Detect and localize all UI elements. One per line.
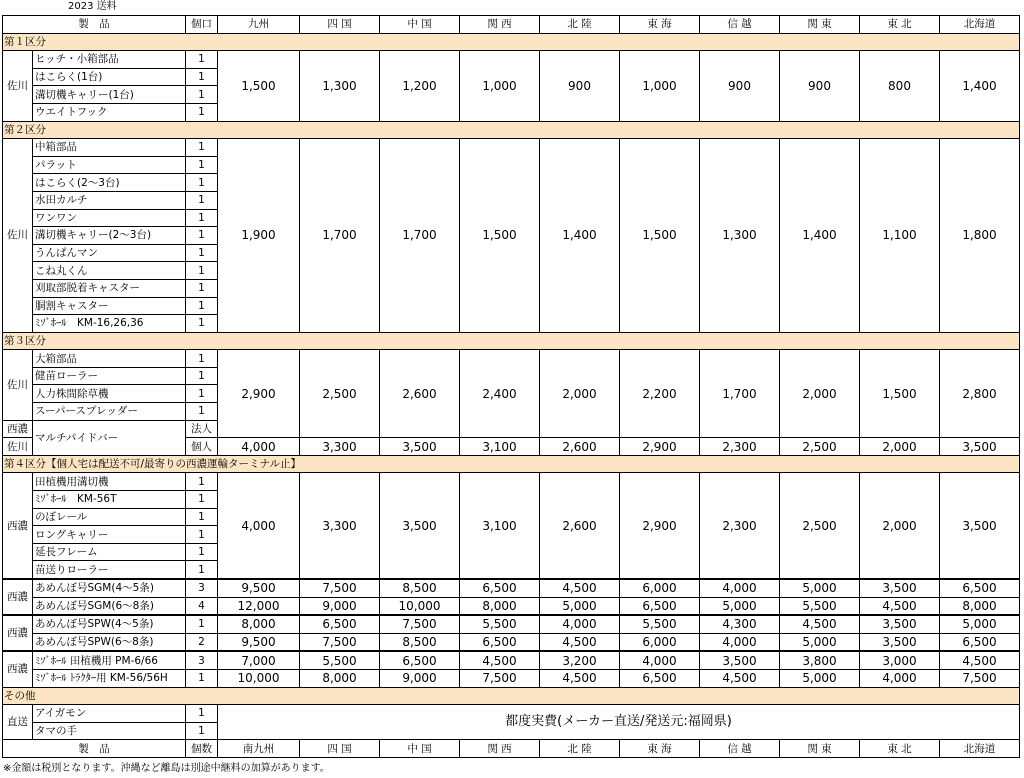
- price-cell: 2,900: [620, 438, 700, 456]
- price-cell: 7,500: [460, 669, 540, 687]
- price-cell: 8,500: [380, 633, 460, 651]
- product-name: ウエイトフック: [33, 103, 186, 121]
- price-cell: 2,600: [540, 473, 620, 579]
- price-cell: 4,300: [700, 615, 780, 633]
- price-cell: 10,000: [218, 669, 300, 687]
- region-header: 中 国: [380, 740, 460, 758]
- price-cell: 3,100: [460, 473, 540, 579]
- price-cell: 3,500: [940, 473, 1020, 579]
- sheet-title: 2023 送料: [68, 1, 117, 12]
- section-label: 第４区分【個人宅は配送不可/最寄りの西濃運輸ターミナル止】: [3, 455, 1020, 473]
- price-cell: 9,500: [218, 633, 300, 651]
- price-cell: 6,500: [380, 651, 460, 669]
- qty-header: 個数: [186, 740, 218, 758]
- region-header: 北 陸: [540, 740, 620, 758]
- region-header: 四 国: [300, 740, 380, 758]
- product-name: 溝切機キャリー(1台): [33, 86, 186, 104]
- region-header: 北海道: [940, 16, 1020, 34]
- price-cell: 7,500: [380, 615, 460, 633]
- price-cell: 2,600: [540, 438, 620, 456]
- price-cell: 6,500: [620, 669, 700, 687]
- price-cell: 4,000: [620, 651, 700, 669]
- price-cell: 3,500: [860, 633, 940, 651]
- price-cell: 5,000: [940, 615, 1020, 633]
- header-row: [3, 740, 1020, 758]
- qty-cell: 1: [186, 543, 218, 561]
- region-header: 四 国: [300, 16, 380, 34]
- price-cell: 3,300: [300, 473, 380, 579]
- header-row: [3, 16, 1020, 34]
- qty-cell: 1: [186, 473, 218, 491]
- price-cell: 5,000: [540, 597, 620, 615]
- section-label: その他: [3, 687, 1020, 705]
- qty-cell: 1: [186, 526, 218, 544]
- product-name: パラット: [33, 156, 186, 174]
- price-cell: 4,500: [700, 669, 780, 687]
- section-label: 第１区分: [3, 33, 1020, 51]
- price-cell: 10,000: [380, 597, 460, 615]
- price-cell: 900: [540, 51, 620, 121]
- region-header: 東 北: [860, 740, 940, 758]
- section-row: [3, 455, 1020, 473]
- price-cell: 2,600: [380, 350, 460, 438]
- price-cell: 4,500: [540, 579, 620, 597]
- price-cell: 2,200: [620, 350, 700, 438]
- price-cell: 4,000: [540, 615, 620, 633]
- price-cell: 6,500: [460, 579, 540, 597]
- price-cell: 3,500: [700, 651, 780, 669]
- product-name: 田植機用溝切機: [33, 473, 186, 491]
- qty-cell: 1: [186, 139, 218, 157]
- price-cell: 6,500: [940, 633, 1020, 651]
- price-cell: 800: [860, 51, 940, 121]
- product-header: 製 品: [3, 16, 186, 34]
- price-cell: 3,200: [540, 651, 620, 669]
- price-cell: 1,300: [700, 139, 780, 333]
- price-cell: 3,500: [380, 438, 460, 456]
- price-cell: 5,500: [460, 615, 540, 633]
- product-name: 刈取部脱着キャスター: [33, 279, 186, 297]
- product-name: 溝切機キャリー(2～3台): [33, 227, 186, 245]
- price-cell: 8,000: [460, 597, 540, 615]
- product-name: スーパースプレッダー: [33, 403, 186, 421]
- product-name: 胴割キャスター: [33, 297, 186, 315]
- qty-cell: 1: [186, 68, 218, 86]
- region-header: 関 東: [780, 740, 860, 758]
- price-cell: 6,500: [940, 579, 1020, 597]
- price-cell: 5,000: [780, 579, 860, 597]
- carrier-cell: 佐川: [3, 139, 33, 333]
- product-name: ﾐｿﾞﾎｰﾙ 田植機用 PM-6/66: [33, 651, 186, 669]
- section-label: 第２区分: [3, 121, 1020, 139]
- table-row: [3, 615, 1020, 633]
- price-cell: 1,200: [380, 51, 460, 121]
- product-name: あめんぼ号SPW(4～5条): [33, 615, 186, 633]
- carrier-cell: 直送: [3, 705, 33, 740]
- price-cell: 1,000: [620, 51, 700, 121]
- section-row: [3, 687, 1020, 705]
- price-cell: 3,300: [300, 438, 380, 456]
- product-name: ﾐｿﾞﾎｰﾙ ﾄﾗｸﾀｰ用 KM-56/56H: [33, 669, 186, 687]
- section-row: [3, 121, 1020, 139]
- region-header: 南九州: [218, 740, 300, 758]
- table-row: [3, 651, 1020, 669]
- product-name: 人力株間除草機: [33, 385, 186, 403]
- price-cell: 8,000: [218, 615, 300, 633]
- price-cell: 1,700: [380, 139, 460, 333]
- qty-cell: 1: [186, 174, 218, 192]
- qty-cell: 1: [186, 297, 218, 315]
- qty-cell: 1: [186, 279, 218, 297]
- region-header: 関 東: [780, 16, 860, 34]
- qty-cell: 1: [186, 103, 218, 121]
- qty-cell: 1: [186, 51, 218, 69]
- product-name: 健苗ローラー: [33, 367, 186, 385]
- carrier-cell: 佐川: [3, 350, 33, 420]
- price-cell: 7,500: [300, 579, 380, 597]
- product-name: 延長フレーム: [33, 543, 186, 561]
- carrier-cell: 佐川: [3, 51, 33, 121]
- table-row: [3, 473, 1020, 491]
- qty-cell: 1: [186, 209, 218, 227]
- price-cell: 2,000: [540, 350, 620, 438]
- price-cell: 5,000: [780, 633, 860, 651]
- qty-cell: 1: [186, 367, 218, 385]
- region-header: 関 西: [460, 740, 540, 758]
- price-cell: 1,700: [700, 350, 780, 438]
- qty-cell: 4: [186, 597, 218, 615]
- qty-cell: 1: [186, 156, 218, 174]
- price-cell: 5,000: [700, 597, 780, 615]
- price-cell: 8,000: [940, 597, 1020, 615]
- price-cell: 3,100: [460, 438, 540, 456]
- price-cell: 3,800: [780, 651, 860, 669]
- carrier-cell: 西濃: [3, 420, 33, 438]
- price-cell: 6,000: [620, 579, 700, 597]
- price-cell: 7,000: [218, 651, 300, 669]
- price-cell: 9,000: [300, 597, 380, 615]
- price-cell: 6,500: [460, 633, 540, 651]
- price-cell: 1,900: [218, 139, 300, 333]
- price-cell: 1,000: [460, 51, 540, 121]
- product-name: 大箱部品: [33, 350, 186, 368]
- qty-cell: 1: [186, 722, 218, 740]
- price-cell: 2,000: [780, 350, 860, 438]
- section-row: [3, 33, 1020, 51]
- shipping-fee-table-wrapper: [2, 15, 1020, 758]
- product-name: こね丸くん: [33, 262, 186, 280]
- price-cell: 3,500: [860, 615, 940, 633]
- qty-cell: 1: [186, 669, 218, 687]
- price-cell: 1,400: [540, 139, 620, 333]
- price-cell: 8,000: [300, 669, 380, 687]
- qty-cell: 3: [186, 651, 218, 669]
- product-name: ﾐｿﾞﾎｰﾙ KM-16,26,36: [33, 315, 186, 333]
- region-header: 九州: [218, 16, 300, 34]
- price-cell: 2,500: [780, 438, 860, 456]
- region-header: 関 西: [460, 16, 540, 34]
- region-header: 東 海: [620, 16, 700, 34]
- region-header: 北 陸: [540, 16, 620, 34]
- price-cell: 1,400: [780, 139, 860, 333]
- price-cell: 1,300: [300, 51, 380, 121]
- qty-cell: 1: [186, 385, 218, 403]
- qty-cell: 1: [186, 315, 218, 333]
- region-header: 東 北: [860, 16, 940, 34]
- price-cell: 3,500: [940, 438, 1020, 456]
- price-cell: 4,000: [218, 438, 300, 456]
- product-name: あめんぼ号SGM(6～8条): [33, 597, 186, 615]
- qty-header: 個口: [186, 16, 218, 34]
- region-header: 信 越: [700, 740, 780, 758]
- qty-cell: 1: [186, 491, 218, 509]
- region-header: 信 越: [700, 16, 780, 34]
- price-cell: 2,900: [620, 473, 700, 579]
- price-cell: 1,500: [460, 139, 540, 333]
- qty-cell: 1: [186, 350, 218, 368]
- qty-cell: 1: [186, 508, 218, 526]
- price-cell: 5,500: [620, 615, 700, 633]
- price-cell: 9,000: [380, 669, 460, 687]
- price-cell: 2,500: [780, 473, 860, 579]
- qty-cell: 2: [186, 633, 218, 651]
- qty-cell: 1: [186, 705, 218, 723]
- price-cell: 12,000: [218, 597, 300, 615]
- product-name: ヒッチ・小箱部品: [33, 51, 186, 69]
- qty-cell: 3: [186, 579, 218, 597]
- carrier-cell: 西濃: [3, 473, 33, 579]
- product-name: 中箱部品: [33, 139, 186, 157]
- table-row: [3, 705, 1020, 723]
- price-cell: 4,500: [940, 651, 1020, 669]
- product-name: あめんぼ号SPW(6～8条): [33, 633, 186, 651]
- price-cell: 4,000: [860, 669, 940, 687]
- carrier-cell: 佐川: [3, 438, 33, 456]
- price-cell: 4,500: [780, 615, 860, 633]
- price-cell: 2,500: [300, 350, 380, 438]
- product-name: ﾐｿﾞﾎｰﾙ KM-56T: [33, 491, 186, 509]
- qty-cell: 法人: [186, 420, 218, 438]
- qty-cell: 1: [186, 561, 218, 579]
- product-name: 水田カルチ: [33, 191, 186, 209]
- price-cell: 4,000: [218, 473, 300, 579]
- price-cell: 1,500: [860, 350, 940, 438]
- price-cell: 1,100: [860, 139, 940, 333]
- price-cell: 2,300: [700, 438, 780, 456]
- carrier-cell: 西濃: [3, 615, 33, 651]
- price-cell: 2,300: [700, 473, 780, 579]
- price-cell: 1,500: [620, 139, 700, 333]
- price-cell: 2,800: [940, 350, 1020, 438]
- table-row: [3, 579, 1020, 597]
- price-cell: 9,500: [218, 579, 300, 597]
- product-header: 製 品: [3, 740, 186, 758]
- qty-cell: 個人: [186, 438, 218, 456]
- qty-cell: 1: [186, 244, 218, 262]
- table-row: [3, 51, 1020, 69]
- section-label: 第３区分: [3, 332, 1020, 350]
- table-row: [3, 350, 1020, 368]
- price-cell: 4,500: [540, 633, 620, 651]
- price-cell: 1,400: [940, 51, 1020, 121]
- qty-cell: 1: [186, 615, 218, 633]
- price-cell: 4,000: [700, 579, 780, 597]
- table-row: [3, 597, 1020, 615]
- price-cell: 4,500: [540, 669, 620, 687]
- price-cell: 2,000: [860, 438, 940, 456]
- qty-cell: 1: [186, 191, 218, 209]
- price-cell: 5,000: [780, 669, 860, 687]
- product-name: アイガモン: [33, 705, 186, 723]
- carrier-cell: 西濃: [3, 651, 33, 687]
- qty-cell: 1: [186, 262, 218, 280]
- product-name: はこらく(1台): [33, 68, 186, 86]
- price-cell: 6,500: [300, 615, 380, 633]
- product-name: タマの手: [33, 722, 186, 740]
- table-row: [3, 669, 1020, 687]
- carrier-cell: 西濃: [3, 579, 33, 615]
- price-cell: 900: [780, 51, 860, 121]
- price-cell: 4,500: [860, 597, 940, 615]
- price-cell: 4,500: [460, 651, 540, 669]
- price-cell: 2,900: [218, 350, 300, 438]
- product-name: ロングキャリー: [33, 526, 186, 544]
- product-name: のぼレール: [33, 508, 186, 526]
- price-cell: 2,400: [460, 350, 540, 438]
- product-name: マルチパイドバー: [33, 420, 186, 455]
- qty-cell: 1: [186, 403, 218, 421]
- footnote: ※金額は税別となります。沖縄など離島は別途中継料の加算があります。: [3, 763, 330, 774]
- region-header: 北海道: [940, 740, 1020, 758]
- price-cell: 1,800: [940, 139, 1020, 333]
- price-cell: 8,500: [380, 579, 460, 597]
- qty-cell: 1: [186, 86, 218, 104]
- price-cell: 7,500: [300, 633, 380, 651]
- price-cell: 2,000: [860, 473, 940, 579]
- price-cell: 6,000: [620, 633, 700, 651]
- table-row: [3, 633, 1020, 651]
- region-header: 東 海: [620, 740, 700, 758]
- price-cell: 4,000: [700, 633, 780, 651]
- section-row: [3, 332, 1020, 350]
- price-cell: 5,500: [300, 651, 380, 669]
- price-cell: 3,500: [380, 473, 460, 579]
- qty-cell: 1: [186, 227, 218, 245]
- price-cell: 7,500: [940, 669, 1020, 687]
- price-cell: 5,500: [780, 597, 860, 615]
- product-name: ワンワン: [33, 209, 186, 227]
- price-cell: 1,500: [218, 51, 300, 121]
- price-cell: 3,000: [860, 651, 940, 669]
- shipping-fee-table: [2, 15, 1020, 758]
- price-cell: 1,700: [300, 139, 380, 333]
- region-header: 中 国: [380, 16, 460, 34]
- product-name: うんぱんマン: [33, 244, 186, 262]
- product-name: 苗送りローラー: [33, 561, 186, 579]
- price-cell: 900: [700, 51, 780, 121]
- product-name: あめんぼ号SGM(4～5条): [33, 579, 186, 597]
- direct-shipping-fee-note: 都度実費(メーカー直送/発送元:福岡県): [218, 705, 1020, 740]
- price-cell: 6,500: [620, 597, 700, 615]
- product-name: はこらく(2～3台): [33, 174, 186, 192]
- price-cell: 3,500: [860, 579, 940, 597]
- table-row: [3, 139, 1020, 157]
